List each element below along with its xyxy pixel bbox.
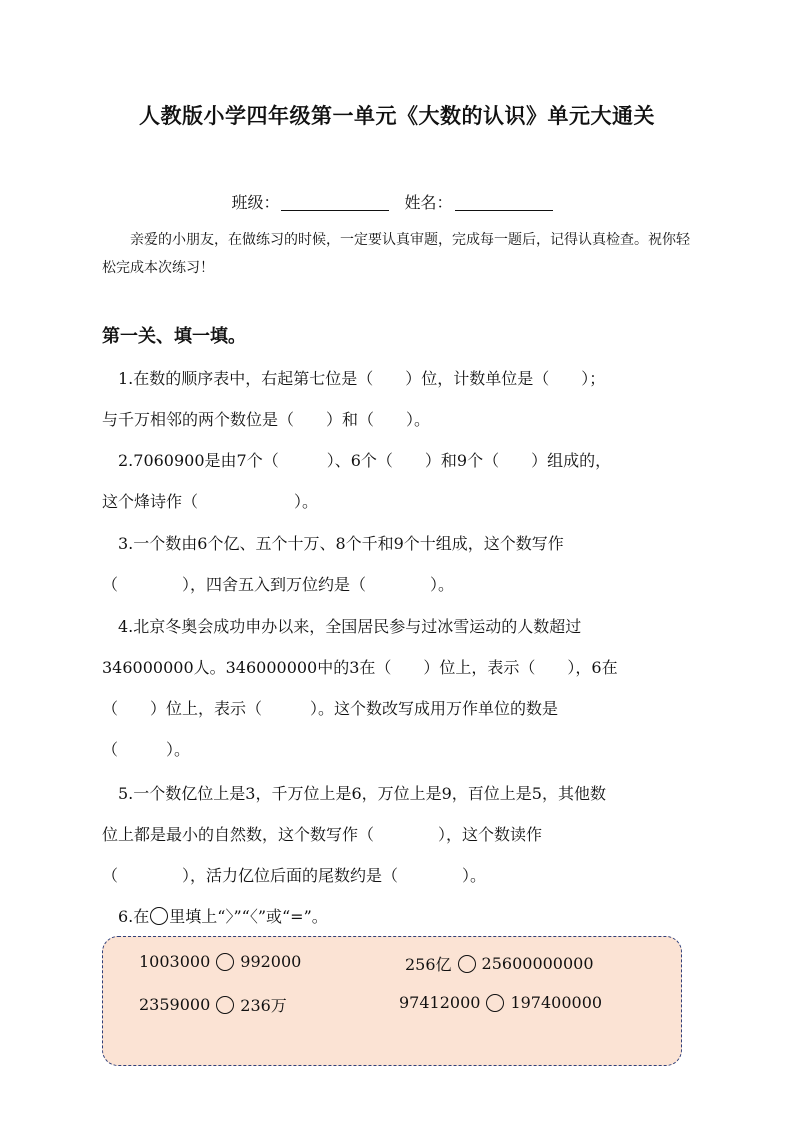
- comparison-item: [139, 952, 301, 971]
- compare-right: 236万: [240, 996, 287, 1015]
- section-heading: 第一关、填一填。: [102, 326, 246, 347]
- comparison-box: [102, 936, 682, 1066]
- compare-left: 97412000: [399, 993, 481, 1012]
- question-3: [102, 523, 702, 605]
- compare-left: 2359000: [139, 995, 211, 1014]
- question-line: （ ）。: [102, 740, 191, 759]
- question-line: （ ）位上，表示（ ）。这个数改写成用万作单位的数是: [102, 699, 559, 718]
- question-line: 位上都是最小的自然数，这个数写作（ ），这个数读作: [102, 825, 543, 844]
- compare-right: 25600000000: [481, 954, 594, 973]
- question-line: 2.7060900是由7个（ ）、6个（ ）和9个（ ）组成的，: [118, 451, 612, 470]
- question-6-prefix: 6.在: [118, 907, 150, 926]
- answer-circle-icon[interactable]: [458, 955, 476, 973]
- question-1: [102, 358, 702, 440]
- question-4: [102, 606, 702, 770]
- question-6-suffix: 里填上“〉”“〈”或“=”。: [169, 907, 328, 926]
- page-title: 人教版小学四年级第一单元《大数的认识》单元大通关: [139, 104, 655, 128]
- intro-text: 亲爱的小朋友，在做练习的时候，一定要认真审题，完成每一题后，记得认真检查。祝你轻松完成本次练习！: [102, 232, 690, 276]
- class-label: 班级：: [231, 193, 280, 212]
- question-line: 1.在数的顺序表中，右起第七位是（ ）位，计数单位是（ ）；: [118, 369, 606, 388]
- question-line: （ ），活力亿位后面的尾数约是（ ）。: [102, 866, 487, 885]
- question-line: （ ），四舍五入到万位约是（ ）。: [102, 575, 455, 594]
- question-6: [102, 896, 702, 937]
- student-info-line: [0, 190, 794, 213]
- comparison-item: [399, 993, 602, 1012]
- compare-right: 992000: [240, 952, 302, 971]
- circle-icon: [150, 907, 168, 925]
- question-line: 与千万相邻的两个数位是（ ）和（ ）。: [102, 410, 431, 429]
- compare-right: 197400000: [510, 993, 603, 1012]
- compare-left: 256亿: [405, 955, 452, 974]
- question-line: 这个烽诗作（ ）。: [102, 492, 319, 511]
- class-field[interactable]: [281, 194, 389, 211]
- compare-left: 1003000: [139, 952, 211, 971]
- name-field[interactable]: [455, 194, 553, 211]
- question-line: 4.北京冬奥会成功申办以来，全国居民参与过冰雪运动的人数超过: [118, 617, 582, 636]
- question-line: 346000000人。346000000中的3在（ ）位上，表示（ ），6在: [102, 658, 618, 677]
- comparison-item: [405, 952, 594, 975]
- question-2: [102, 440, 702, 522]
- question-5: [102, 773, 702, 896]
- answer-circle-icon[interactable]: [486, 994, 504, 1012]
- name-label: 姓名：: [404, 193, 453, 212]
- comparison-item: [139, 993, 287, 1016]
- question-line: 5.一个数亿位上是3，千万位上是6，万位上是9，百位上是5，其他数: [118, 784, 606, 803]
- answer-circle-icon[interactable]: [216, 996, 234, 1014]
- question-line: 3.一个数由6个亿、五个十万、8个千和9个十组成，这个数写作: [118, 534, 564, 553]
- answer-circle-icon[interactable]: [216, 953, 234, 971]
